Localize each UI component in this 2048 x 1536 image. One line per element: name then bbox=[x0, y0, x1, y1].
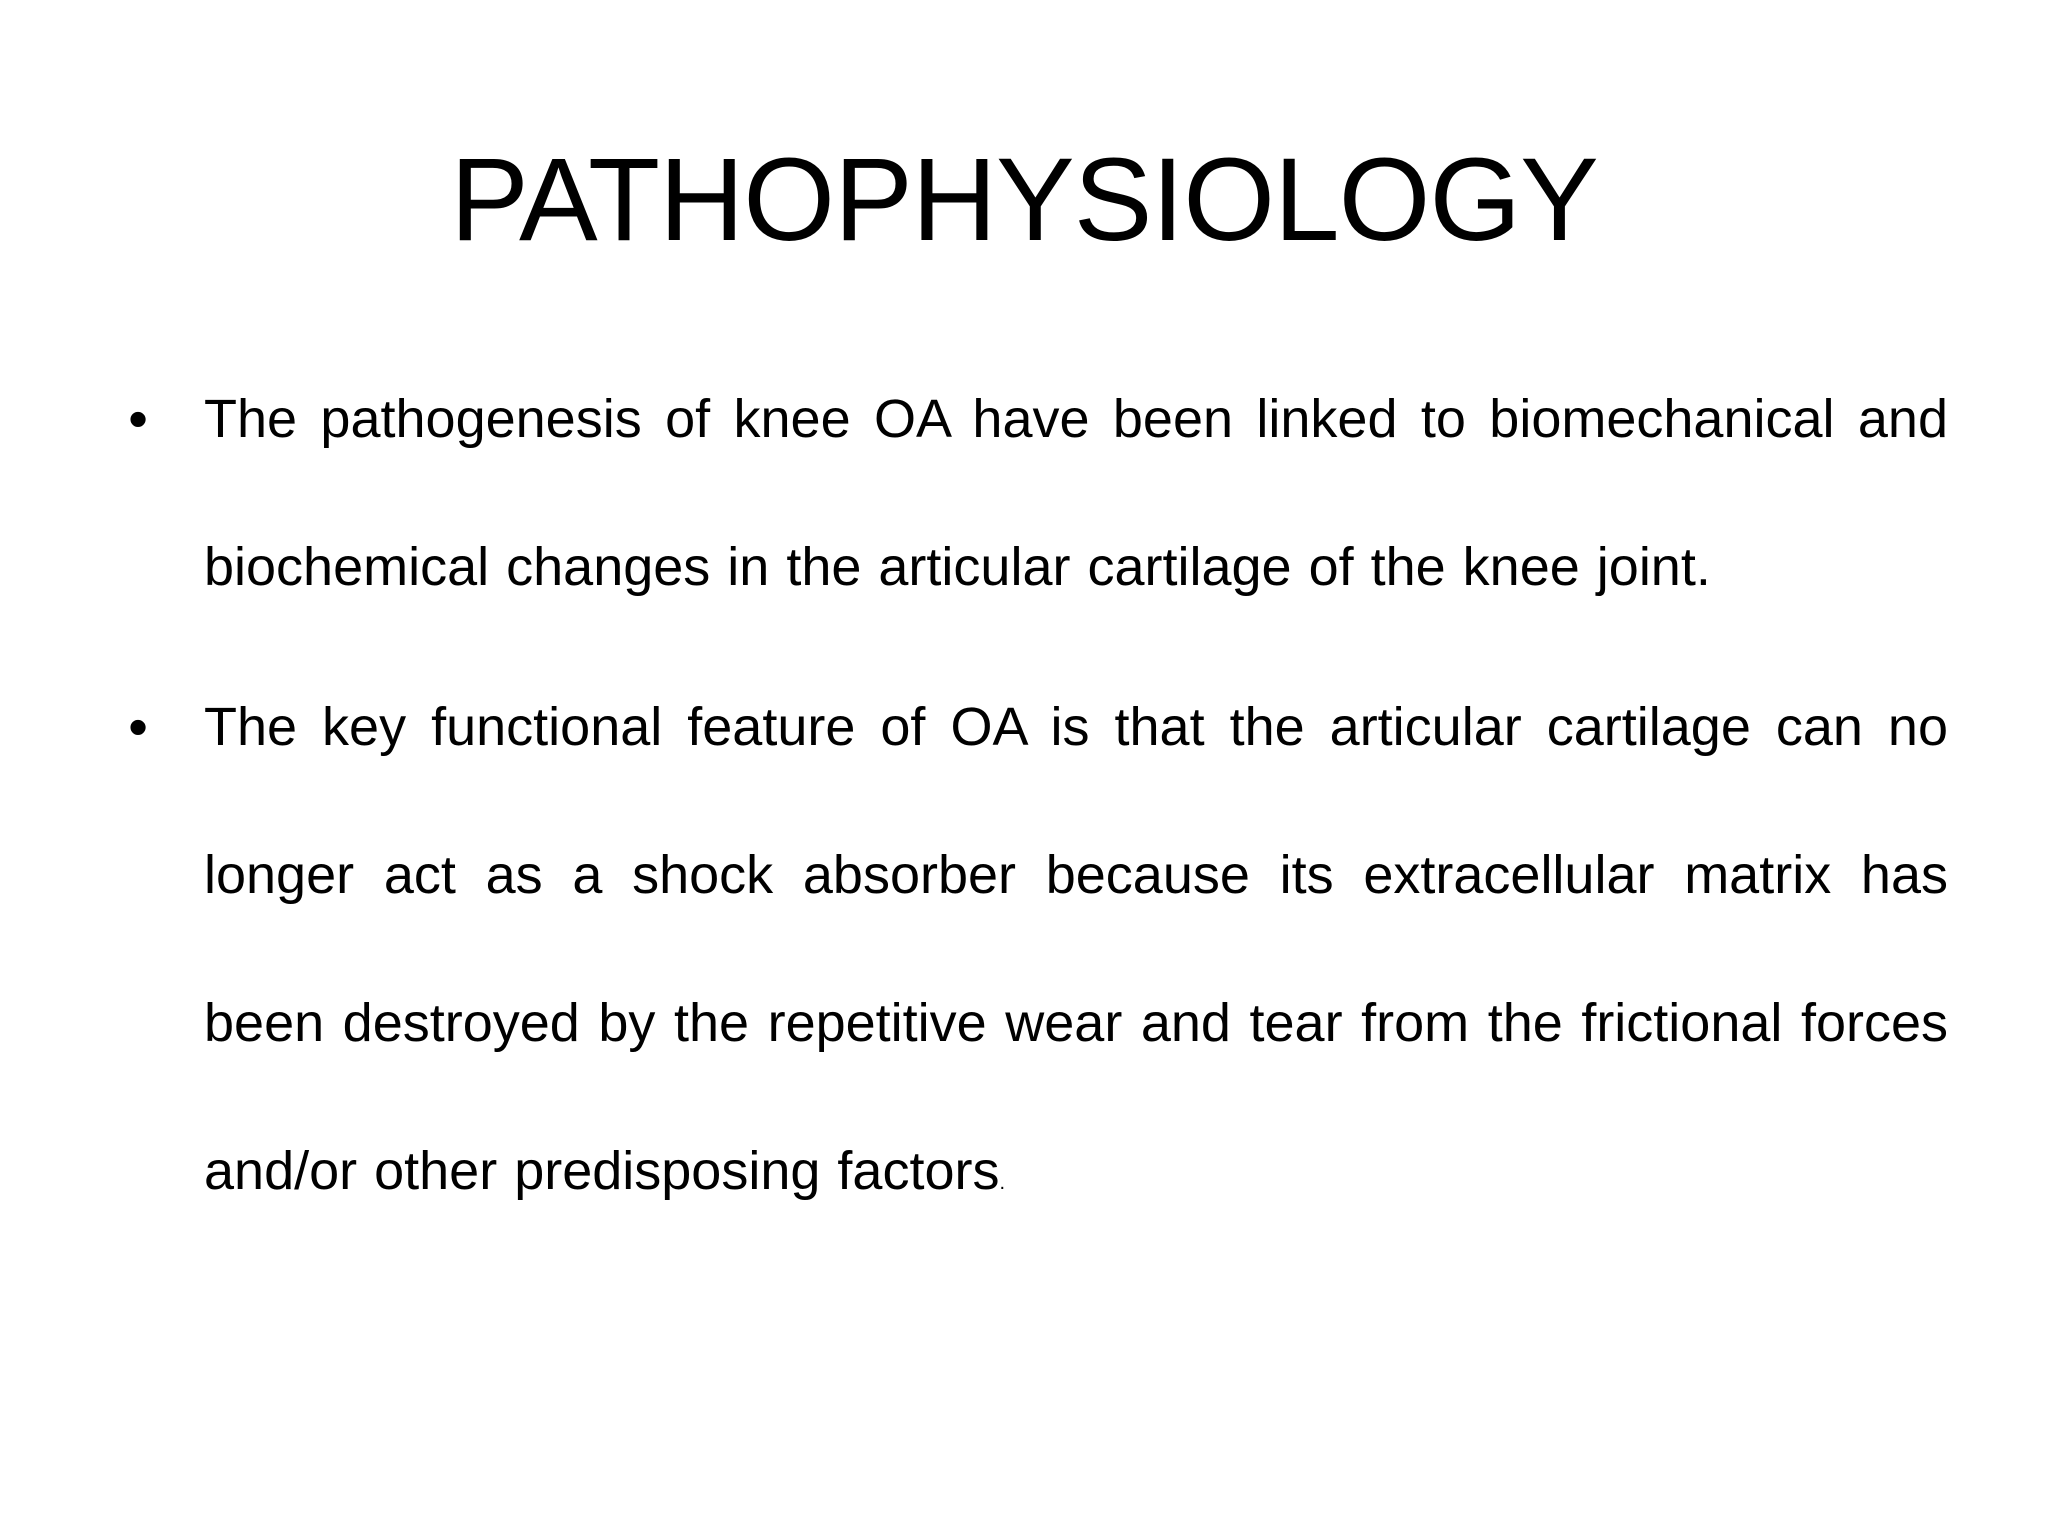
bullet-item bbox=[118, 653, 1948, 1257]
bullet-marker: • bbox=[128, 387, 148, 450]
bullet-marker: • bbox=[128, 695, 148, 758]
bullet-text: The key functional feature of OA is that the articular cartilage can no longer act as a shock absorber because its extracellular matrix has been destroyed by the repetitive wear and tear from the frictional forces and/or other predisposing factors bbox=[204, 697, 1948, 1201]
bullet-list bbox=[118, 345, 1948, 1269]
bullet-text: The pathogenesis of knee OA have been linked to biomechanical and biochemical changes in the articular cartilage of the knee joint. bbox=[204, 389, 1948, 597]
bullet-trailing-period: . bbox=[999, 1172, 1006, 1194]
bullet-text-wrapper bbox=[204, 653, 1948, 1257]
bullet-item bbox=[118, 345, 1948, 641]
slide-title: PATHOPHYSIOLOGY bbox=[450, 134, 1598, 266]
